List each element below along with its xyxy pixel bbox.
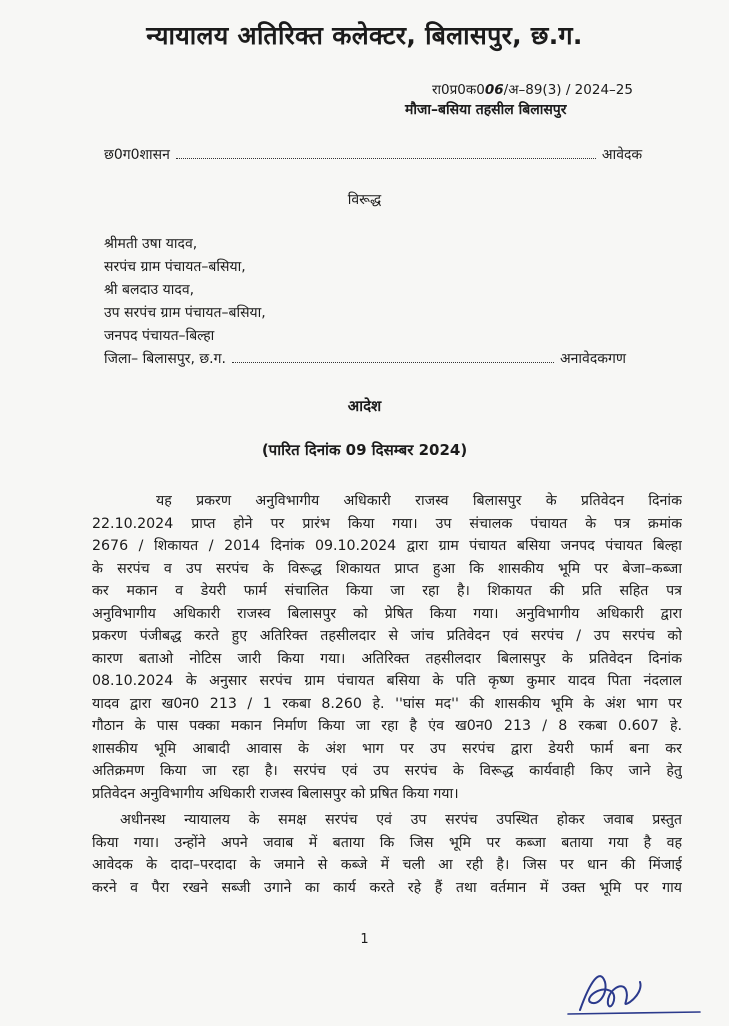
paragraph-line: 2676 / शिकायत / 2014 दिनांक 09.10.2024 द्वारा ग्राम पंचायत बसिया जनपद पंचायत बिल्हा [92, 538, 682, 554]
paragraph-2 [92, 809, 682, 899]
paragraph-line: प्रकरण पंजीबद्ध करते हुए अतिरिक्त तहसीलदार से जांच प्रतिवेदन एवं सरपंच / उप सरपंच को [92, 628, 682, 644]
case-suffix: /अ–89(3) / 2024–25 [503, 82, 633, 98]
respondent-line: जनपद पंचायत–बिल्हा [104, 328, 215, 344]
paragraph-1 [92, 490, 682, 805]
page-number: 1 [360, 932, 369, 947]
signature-scribble [560, 962, 710, 1022]
respondent-dots [232, 352, 554, 363]
paragraph-line: प्रतिवेदन अनुविभागीय अधिकारी राजस्व बिलासपुर को प्रषित किया गया। [92, 785, 459, 802]
respondent-line: उप सरपंच ग्राम पंचायत–बसिया, [104, 305, 266, 321]
paragraph-line: किया गया। उन्होंने अपने जवाब में बताया कि जिस भूमि पर कब्जा बताया गया है वह [92, 834, 682, 851]
case-handwritten-number: 06 [484, 82, 504, 98]
paragraph-line: शासकीय भूमि आबादी आवास के अंश भाग पर उप सरपंच द्वारा डेयरी फार्म बना कर [92, 740, 682, 757]
paragraph-line: अनुविभागीय अधिकारी राजस्व बिलासपुर को प्रेषित किया गया। अनुविभागीय अधिकारी द्वारा [92, 605, 682, 622]
paragraph-line: यह प्रकरण अनुविभागीय अधिकारी राजस्व बिलासपुर के प्रतिवेदन दिनांक [156, 493, 682, 509]
versus-label: विरूद्ध [347, 192, 382, 208]
paragraph-line: कारण बताओ नोटिस जारी किया गया। अतिरिक्त तहसीलदार बिलासपुर के प्रतिवेदन दिनांक [92, 650, 682, 667]
paragraph-line: अधीनस्थ न्यायालय के समक्ष सरपंच एवं उप सरपंच उपस्थित होकर जवाब प्रस्तुत [120, 812, 682, 828]
applicant-dots [176, 148, 596, 159]
paragraph-line: करने व पैरा रखने सब्जी उगाने का कार्य करते रहे हैं तथा वर्तमान में उक्त भूमि पर गाय [92, 879, 682, 896]
paragraph-line: 08.10.2024 के अनुसार सरपंच ग्राम पंचायत बसिया के पति कृष्ण कुमार यादव पिता नंदलाल [92, 673, 682, 689]
respondent-line: सरपंच ग्राम पंचायत–बसिया, [104, 259, 246, 275]
paragraph-line: गौठान के पास पक्का मकान निर्माण किया जा रहा है एंव ख0न0 213 / 8 रकबा 0.607 हे. [92, 718, 682, 734]
applicant-line [104, 145, 642, 164]
respondent-line: श्रीमती उषा यादव, [104, 236, 198, 252]
respondent-last-line [104, 349, 626, 368]
case-prefix: रा0प्र0क0 [432, 82, 485, 98]
paragraph-line: यादव द्वारा ख0न0 213 / 1 रकबा 8.260 हे. ''घांस मद'' की शासकीय भूमि के अंश भाग पर [92, 695, 682, 712]
applicant-role: आवेदक [601, 147, 643, 163]
applicant-name: छ0ग0शासन [104, 147, 170, 163]
paragraph-line: कर मकान व डेयरी फार्म संचालित किया जा रहा है। शिकायत की प्रति सहित पत्र [92, 583, 682, 599]
signature [560, 962, 710, 1026]
respondent-role: अनावेदकगण [559, 351, 627, 367]
paragraph-line: आवेदक के दादा–परदादा के जमाने से कब्जे में चली आ रही है। जिस पर धान की मिंजाई [92, 857, 682, 873]
passed-date: (पारित दिनांक 09 दिसम्बर 2024) [261, 441, 468, 459]
respondent-district: जिला– बिलासपुर, छ.ग. [104, 351, 226, 367]
paragraph-line: के सरपंच व उप सरपंच के विरूद्ध शिकायत प्राप्त हुआ कि शासकीय भूमि पर बेजा–कब्जा [92, 560, 682, 577]
paragraph-line: 22.10.2024 प्राप्त होने पर प्रारंभ किया गया। उप संचालक पंचायत के पत्र क्रमांक [92, 515, 682, 532]
paragraph-line: अतिक्रमण किया जा रहा है। सरपंच एवं उप सरपंच के विरूद्ध कार्यवाही किए जाने हेतु [92, 763, 682, 779]
case-number [432, 80, 633, 98]
mauza-line: मौजा–बसिया तहसील बिलासपुर [405, 102, 567, 118]
order-title: आदेश [347, 397, 382, 415]
respondent-line: श्री बलदाउ यादव, [104, 282, 195, 298]
court-title: न्यायालय अतिरिक्त कलेक्टर, बिलासपुर, छ.ग. [146, 21, 583, 50]
